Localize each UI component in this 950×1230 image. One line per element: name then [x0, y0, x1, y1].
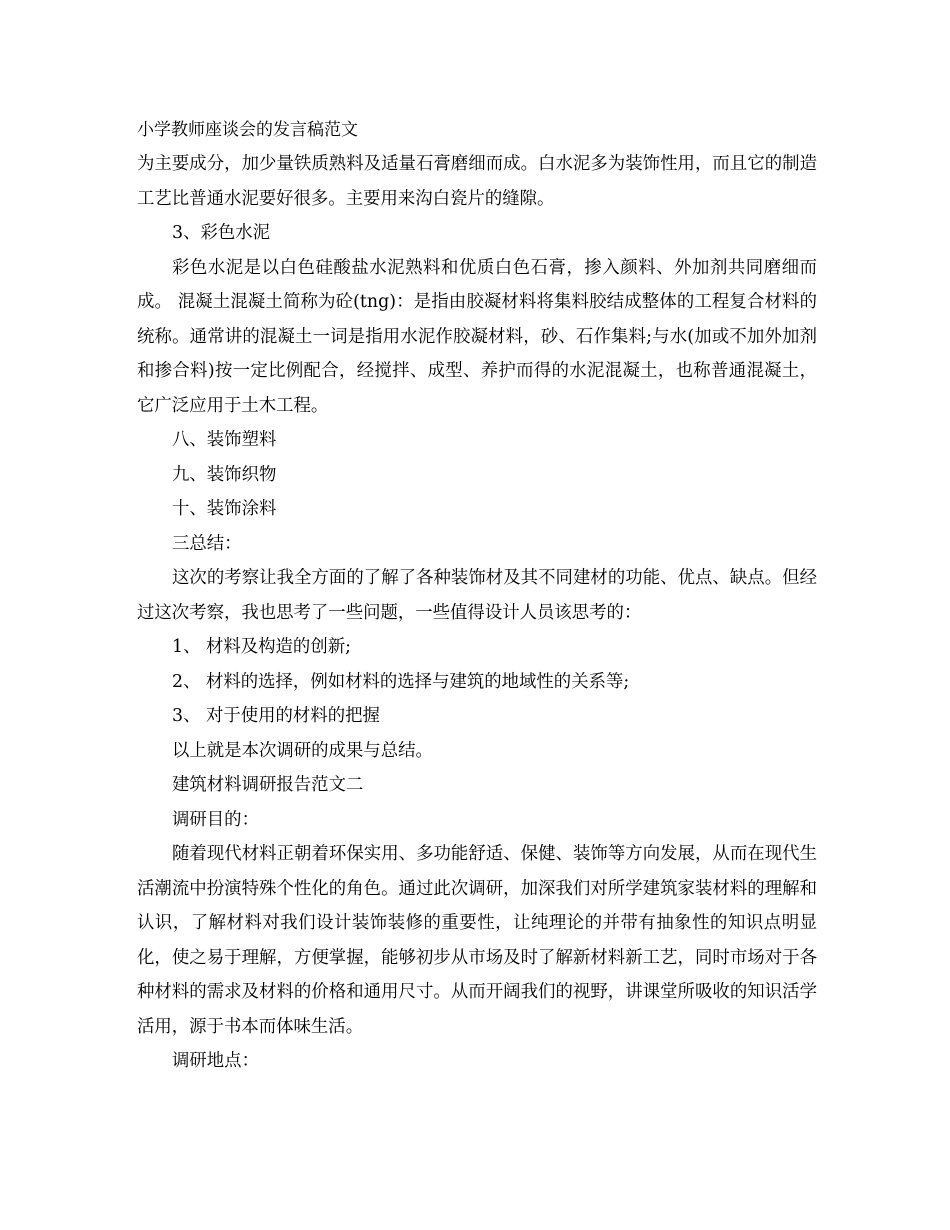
document-body — [137, 147, 817, 1079]
heading-decorative-fabrics: 九、装饰织物 — [172, 464, 277, 485]
heading-research-purpose: 调研目的： — [172, 809, 259, 830]
document-header: 小学教师座谈会的发言稿范文 — [137, 120, 358, 140]
heading-summary: 三总结： — [172, 533, 242, 554]
paragraph-summary: 这次的考察让我全方面的了解了各种装饰材及其不同建材的功能、优点、缺点。但经过这次考察，我也思考了一些问题，一些值得设计人员该思考的： — [137, 568, 817, 623]
heading-decorative-coatings: 十、装饰涂料 — [172, 499, 277, 519]
list-item-2: 2、 材料的选择，例如材料的选择与建筑的地域性的关系等; — [172, 671, 630, 692]
heading-colored-cement: 3、彩色水泥 — [172, 223, 271, 243]
list-item-3: 3、 对于使用的材料的把握 — [172, 706, 380, 726]
paragraph-research-purpose: 随着现代材料正朝着环保实用、多功能舒适、保健、装饰等方向发展，从而在现代生活潮流中扮演特殊个性化的角色。通过此次调研，加深我们对所学建筑家装材料的理解和认识，了解材料对我们设计装饰装修的重要性，让纯理论的并带有抽象性的知识点明显化，使之易于理解，方便掌握，能够初步从市场及时了解新材料新工艺，同时市场对于各种材料的需求及材料的价格和通用尺寸。从而开阔我们的视野，讲课堂所吸收的知识活学活用，源于书本而体味生活。 — [137, 844, 817, 1037]
list-item-1: 1、 材料及构造的创新; — [172, 637, 351, 657]
paragraph-conclusion: 以上就是本次调研的成果与总结。 — [172, 740, 433, 761]
heading-decorative-plastics: 八、装饰塑料 — [172, 430, 277, 450]
section-title-sample-two: 建筑材料调研报告范文二 — [172, 775, 364, 795]
paragraph-colored-cement-concrete: 彩色水泥是以白色硅酸盐水泥熟料和优质白色石膏，掺入颜料、外加剂共同磨细而成。 混凝土混凝土简称为砼(tng)：是指由胶凝材料将集料胶结成整体的工程复合材料的统称。通常讲的混凝土一词是指用水泥作胶凝材料，砂、石作集料;与水(加或不加外加剂和掺合料)按一定比例配合，经搅拌、成型、养护而得的水泥混凝土，也称普通混凝土，它广泛应用于土木工程。 — [137, 257, 817, 416]
paragraph-white-cement-continued: 为主要成分，加少量铁质熟料及适量石膏磨细而成。白水泥多为装饰性用，而且它的制造工艺比普通水泥要好很多。主要用来沟白瓷片的缝隙。 — [137, 154, 817, 209]
heading-research-location: 调研地点： — [172, 1051, 259, 1071]
